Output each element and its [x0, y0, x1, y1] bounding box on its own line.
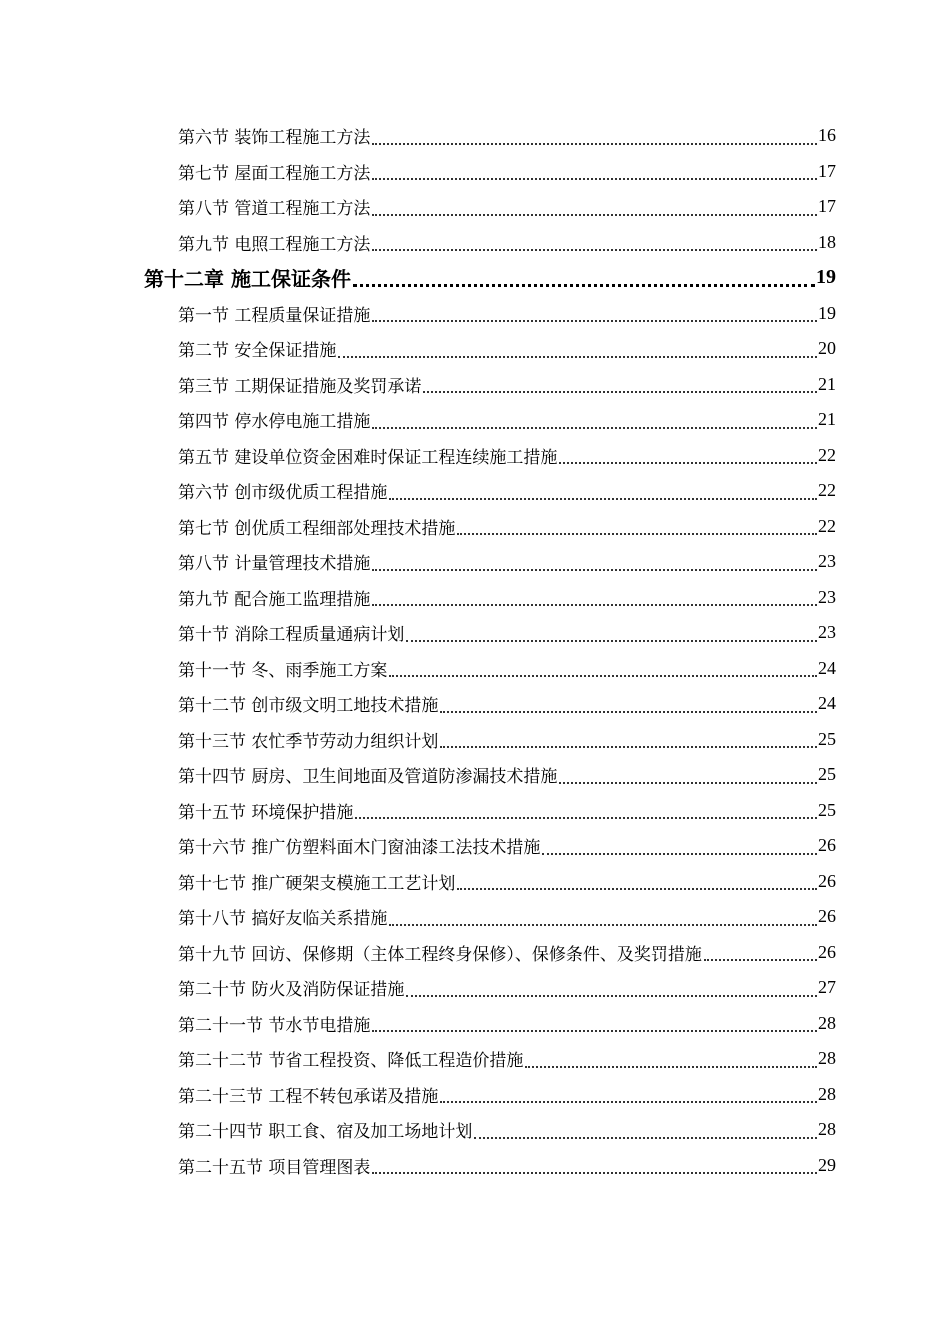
dot-leader [353, 268, 815, 287]
toc-entry-title: 第十六节 推广仿塑料面木门窗油漆工法技术措施 [178, 838, 541, 859]
toc-entry-title: 第七节 创优质工程细部处理技术措施 [178, 518, 456, 539]
toc-entry-page: 28 [818, 1119, 836, 1140]
toc-entry[interactable] [178, 1112, 836, 1148]
toc-entry-title: 第十三节 农忙季节劳动力组织计划 [178, 731, 439, 752]
toc-entry[interactable] [178, 580, 836, 616]
toc-entry-title: 第十二节 创市级文明工地技术措施 [178, 696, 439, 717]
toc-entry-title: 第二十一节 节水节电措施 [178, 1015, 371, 1036]
dot-leader [474, 1123, 817, 1139]
dot-leader [338, 342, 817, 358]
toc-entry[interactable] [178, 438, 836, 474]
toc-entry-page: 24 [818, 693, 836, 714]
toc-entry[interactable] [178, 935, 836, 971]
toc-entry-page: 17 [818, 196, 836, 217]
dot-leader [372, 129, 817, 145]
toc-entry-page: 29 [818, 1154, 836, 1175]
dot-leader [704, 945, 817, 961]
toc-entry[interactable] [178, 118, 836, 154]
toc-entry[interactable] [178, 828, 836, 864]
toc-entry-page: 23 [818, 586, 836, 607]
toc-entry-page: 23 [818, 551, 836, 572]
dot-leader [440, 732, 817, 748]
toc-entry[interactable] [178, 1041, 836, 1077]
dot-leader [372, 235, 817, 251]
toc-entry[interactable] [178, 686, 836, 722]
table-of-contents [0, 118, 950, 1183]
toc-entry-title: 第二十二节 节省工程投资、降低工程造价措施 [178, 1051, 524, 1072]
toc-entry-title: 第三节 工期保证措施及奖罚承诺 [178, 376, 422, 397]
toc-entry[interactable] [178, 225, 836, 261]
dot-leader [542, 839, 817, 855]
toc-chapter-page: 19 [816, 266, 836, 289]
toc-entry-title: 第七节 屋面工程施工方法 [178, 163, 371, 184]
toc-entry[interactable] [178, 509, 836, 545]
toc-entry-title: 第二十五节 项目管理图表 [178, 1157, 371, 1178]
toc-entry-page: 21 [818, 373, 836, 394]
toc-entry[interactable] [178, 189, 836, 225]
dot-leader [440, 1087, 817, 1103]
toc-entry-page: 23 [818, 622, 836, 643]
dot-leader [372, 413, 817, 429]
dot-leader [559, 448, 817, 464]
toc-entry-title: 第二十四节 职工食、宿及加工场地计划 [178, 1122, 473, 1143]
toc-entry-page: 22 [818, 515, 836, 536]
dot-leader [457, 874, 817, 890]
dot-leader [423, 377, 817, 393]
dot-leader [406, 626, 817, 642]
dot-leader [372, 590, 817, 606]
toc-entry-page: 22 [818, 480, 836, 501]
toc-entry[interactable] [178, 402, 836, 438]
toc-entry[interactable] [178, 296, 836, 332]
toc-chapter-title: 第十二章 施工保证条件 [144, 267, 351, 292]
dot-leader [372, 164, 817, 180]
toc-entry-page: 25 [818, 728, 836, 749]
toc-entry-page: 24 [818, 657, 836, 678]
toc-entry[interactable] [178, 154, 836, 190]
dot-leader [372, 1016, 817, 1032]
toc-entry-page: 25 [818, 764, 836, 785]
toc-entry-title: 第八节 管道工程施工方法 [178, 199, 371, 220]
toc-entry[interactable] [178, 615, 836, 651]
toc-entry[interactable] [178, 864, 836, 900]
toc-entry[interactable] [178, 722, 836, 758]
toc-entry[interactable] [178, 899, 836, 935]
toc-entry-title: 第九节 电照工程施工方法 [178, 234, 371, 255]
toc-entry-title: 第六节 创市级优质工程措施 [178, 483, 388, 504]
toc-entry[interactable] [178, 331, 836, 367]
toc-entry-title: 第六节 装饰工程施工方法 [178, 128, 371, 149]
toc-entry[interactable] [178, 793, 836, 829]
toc-entry-title: 第十四节 厨房、卫生间地面及管道防渗漏技术措施 [178, 767, 558, 788]
dot-leader [372, 555, 817, 571]
toc-entry[interactable] [178, 1148, 836, 1184]
toc-entry[interactable] [178, 757, 836, 793]
toc-entry[interactable] [178, 1077, 836, 1113]
toc-entry-page: 26 [818, 835, 836, 856]
dot-leader [457, 519, 817, 535]
dot-leader [389, 484, 817, 500]
dot-leader [559, 768, 817, 784]
toc-entry-page: 21 [818, 409, 836, 430]
dot-leader [372, 1158, 817, 1174]
toc-entry-page: 28 [818, 1012, 836, 1033]
toc-entry-page: 17 [818, 160, 836, 181]
toc-entry-title: 第八节 计量管理技术措施 [178, 554, 371, 575]
dot-leader [406, 981, 817, 997]
toc-entry[interactable] [178, 651, 836, 687]
toc-entry-page: 20 [818, 338, 836, 359]
toc-entry-page: 28 [818, 1083, 836, 1104]
toc-entry-title: 第十五节 环境保护措施 [178, 802, 354, 823]
toc-entry-title: 第十七节 推广硬架支模施工工艺计划 [178, 873, 456, 894]
toc-entry[interactable] [178, 367, 836, 403]
dot-leader [525, 1052, 817, 1068]
dot-leader [440, 697, 817, 713]
toc-entry-title: 第五节 建设单位资金困难时保证工程连续施工措施 [178, 447, 558, 468]
toc-entry[interactable] [178, 970, 836, 1006]
toc-entry-page: 18 [818, 231, 836, 252]
toc-entry-title: 第十节 消除工程质量通病计划 [178, 625, 405, 646]
toc-entry-page: 19 [818, 302, 836, 323]
toc-entry-page: 26 [818, 906, 836, 927]
dot-leader [372, 306, 817, 322]
toc-entry-title: 第九节 配合施工监理措施 [178, 589, 371, 610]
toc-entry-title: 第十一节 冬、雨季施工方案 [178, 660, 388, 681]
toc-entry[interactable] [178, 473, 836, 509]
toc-entry-title: 第十九节 回访、保修期（主体工程终身保修）、保修条件、及奖罚措施 [178, 944, 702, 965]
toc-entry-page: 28 [818, 1048, 836, 1069]
toc-entry[interactable] [178, 544, 836, 580]
dot-leader [389, 661, 817, 677]
toc-entry-page: 16 [818, 125, 836, 146]
toc-entry-title: 第二十节 防火及消防保证措施 [178, 980, 405, 1001]
dot-leader [372, 200, 817, 216]
toc-chapter-entry[interactable] [144, 260, 836, 296]
toc-entry-page: 25 [818, 799, 836, 820]
toc-entry-page: 26 [818, 870, 836, 891]
toc-entry-page: 26 [818, 941, 836, 962]
toc-entry-title: 第四节 停水停电施工措施 [178, 412, 371, 433]
toc-entry[interactable] [178, 1006, 836, 1042]
dot-leader [355, 803, 817, 819]
toc-entry-page: 27 [818, 977, 836, 998]
toc-entry-page: 22 [818, 444, 836, 465]
dot-leader [389, 910, 817, 926]
toc-entry-title: 第二节 安全保证措施 [178, 341, 337, 362]
toc-entry-title: 第十八节 搞好友临关系措施 [178, 909, 388, 930]
toc-entry-title: 第一节 工程质量保证措施 [178, 305, 371, 326]
toc-entry-title: 第二十三节 工程不转包承诺及措施 [178, 1086, 439, 1107]
